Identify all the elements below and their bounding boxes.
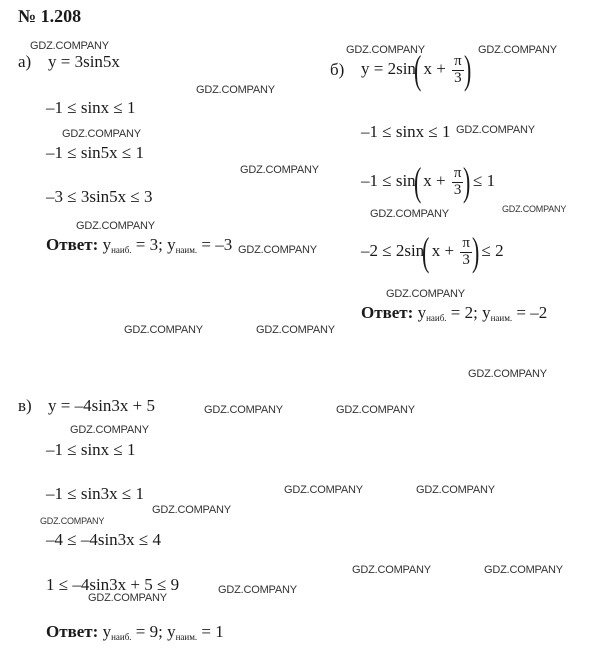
watermark: GDZ.COMPANY bbox=[30, 40, 109, 52]
watermark: GDZ.COMPANY bbox=[370, 208, 449, 220]
watermark: GDZ.COMPANY bbox=[196, 84, 275, 96]
answer-label: Ответ: bbox=[46, 235, 99, 254]
part-b-step-3: –2 ≤ 2sin( x + $\frac{\pi}{3}$ ) ≤ 2 bbox=[361, 229, 504, 274]
watermark: GDZ.COMPANY bbox=[346, 44, 425, 56]
min-subscript: наим. bbox=[175, 245, 198, 255]
min-value: = –3 bbox=[201, 235, 233, 254]
watermark: GDZ.COMPANY bbox=[386, 288, 465, 300]
watermark: GDZ.COMPANY bbox=[478, 44, 557, 56]
part-a-step-3: –3 ≤ 3sin5x ≤ 3 bbox=[46, 187, 153, 206]
watermark: GDZ.COMPANY bbox=[152, 504, 231, 516]
answer-label: Ответ: bbox=[361, 303, 414, 322]
max-value: = 3; bbox=[135, 235, 163, 254]
watermark: GDZ.COMPANY bbox=[502, 204, 567, 214]
watermark: GDZ.COMPANY bbox=[238, 244, 317, 256]
watermark: GDZ.COMPANY bbox=[76, 220, 155, 232]
watermark: GDZ.COMPANY bbox=[218, 584, 297, 596]
part-a-answer bbox=[46, 235, 232, 255]
inner-expression: x + bbox=[423, 58, 446, 78]
part-a-step-1: –1 ≤ sinx ≤ 1 bbox=[46, 98, 136, 117]
y-max-symbol: y bbox=[102, 235, 112, 254]
watermark: GDZ.COMPANY bbox=[40, 516, 105, 526]
part-c-step-1: –1 ≤ sinx ≤ 1 bbox=[46, 440, 136, 459]
part-c-step-3: –4 ≤ –4sin3x ≤ 4 bbox=[46, 530, 161, 549]
part-b-label: б) bbox=[330, 60, 345, 79]
part-a-function: y = 3sin5x bbox=[48, 52, 120, 71]
func-prefix: y = 2sin bbox=[361, 58, 416, 78]
part-c-answer: Ответ: $y_{наиб.} = 9$; $y_{наим.} = 1$ bbox=[46, 622, 224, 642]
watermark: GDZ.COMPANY bbox=[124, 324, 203, 336]
part-b-answer: Ответ: $y_{наиб.} = 2$; $y_{наим.} = -2$ bbox=[361, 303, 548, 323]
watermark: GDZ.COMPANY bbox=[352, 564, 431, 576]
watermark: GDZ.COMPANY bbox=[456, 124, 535, 136]
watermark: GDZ.COMPANY bbox=[284, 484, 363, 496]
part-c-label: в) bbox=[18, 396, 32, 415]
part-b-function: y = 2sin( x + $\frac{\pi}{3}$ ) bbox=[361, 47, 472, 92]
part-c-step-2: –1 ≤ sin3x ≤ 1 bbox=[46, 484, 144, 503]
pi-over-3: $\frac{\pi}{3}$ bbox=[454, 52, 462, 86]
watermark: GDZ.COMPANY bbox=[256, 324, 335, 336]
watermark: GDZ.COMPANY bbox=[88, 592, 167, 604]
watermark: GDZ.COMPANY bbox=[70, 424, 149, 436]
watermark: GDZ.COMPANY bbox=[62, 128, 141, 140]
problem-number: № 1.208 bbox=[18, 6, 82, 26]
watermark: GDZ.COMPANY bbox=[336, 404, 415, 416]
part-b-step-1: –1 ≤ sinx ≤ 1 bbox=[361, 122, 451, 141]
watermark: GDZ.COMPANY bbox=[204, 404, 283, 416]
watermark: GDZ.COMPANY bbox=[468, 368, 547, 380]
part-a-label: а) bbox=[18, 52, 32, 71]
watermark: GDZ.COMPANY bbox=[416, 484, 495, 496]
max-subscript: наиб. bbox=[111, 245, 132, 255]
y-min-symbol: y bbox=[167, 235, 176, 254]
part-b-step-2: –1 ≤ sin( x + $\frac{\pi}{3}$ ) ≤ 1 bbox=[361, 159, 496, 204]
watermark: GDZ.COMPANY bbox=[484, 564, 563, 576]
watermark: GDZ.COMPANY bbox=[240, 164, 319, 176]
answer-label: Ответ: bbox=[46, 622, 99, 641]
part-c-step-4: 1 ≤ –4sin3x + 5 ≤ 9 bbox=[46, 575, 180, 594]
part-a-step-2: –1 ≤ sin5x ≤ 1 bbox=[46, 143, 144, 162]
part-c-function: y = –4sin3x + 5 bbox=[48, 396, 156, 415]
